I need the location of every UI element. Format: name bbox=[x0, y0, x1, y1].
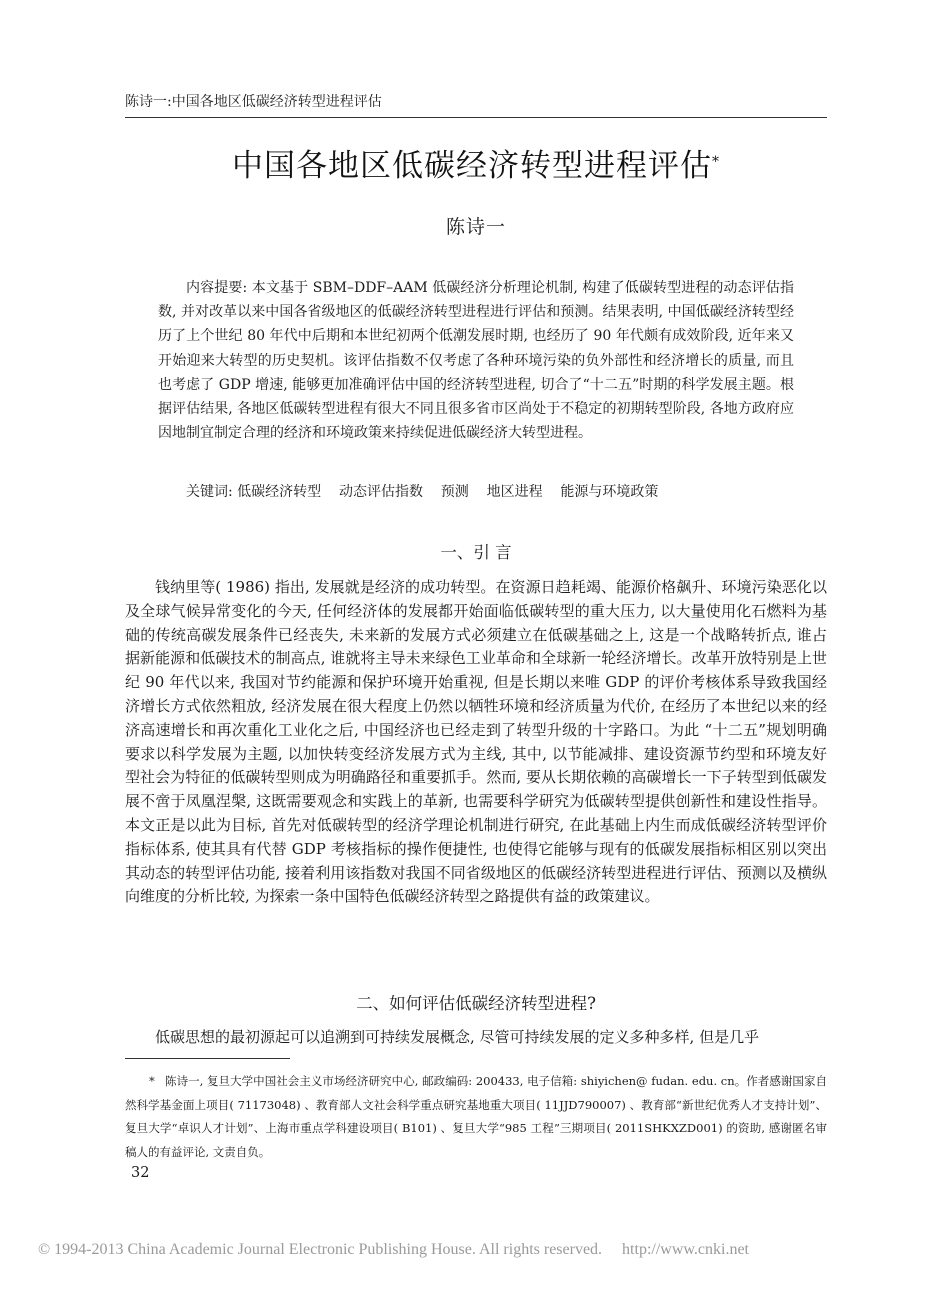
paper-title-text: 中国各地区低碳经济转型进程评估 bbox=[232, 148, 712, 184]
keywords: 关键词: 低碳经济转型 动态评估指数 预测 地区进程 能源与环境政策 bbox=[186, 484, 659, 500]
copyright-notice: © 1994-2013 China Academic Journal Electronic Publishing House. All rights reserved. http://www.cnki.net bbox=[38, 1241, 749, 1258]
abstract: 内容提要: 本文基于 SBM–DDF–AAM 低碳经济分析理论机制, 构建了低碳转型进程的动态评估指数, 并对改革以来中国各省级地区的低碳经济转型进程进行评估和预测。结果表明, 中国低碳经济转型经历了上个世纪 80 年代中后期和本世纪初两个低潮发展时期, 也经历了 90 年代颇有成效阶段, 近年来又开始迎来大转型的历史契机。该评估指数不仅考虑了各种环境污染的负外部性和经济增长的质量, 而且也考虑了 GDP 增速, 能够更加准确评估中国的经济转型进程, 切合了“十二五”时期的科学发展主题。根据评估结果, 各地区低碳转型进程有很大不同且很多省市区尚处于不稳定的初期转型阶段, 各地方政府应因地制宜制定合理的经济和环境政策来持续促进低碳经济大转型进程。 bbox=[158, 280, 794, 442]
page-number: 32 bbox=[131, 1165, 150, 1181]
paper-title bbox=[125, 146, 827, 186]
running-head: 陈诗一:中国各地区低碳经济转型进程评估 bbox=[125, 93, 827, 118]
footnote-divider bbox=[125, 1058, 290, 1059]
footnote bbox=[125, 1070, 827, 1164]
author-name: 陈诗一 bbox=[445, 216, 506, 238]
footnote-mark: * bbox=[149, 1074, 155, 1088]
body-paragraph: 钱纳里等( 1986) 指出, 发展就是经济的成功转型。在资源日趋耗竭、能源价格飙升、环境污染恶化以及全球气候异常变化的今天, 任何经济体的发展都开始面临低碳转型的重大压力, 以大量使用化石燃料为基础的传统高碳发展条件已经丧失, 未来新的发展方式必须建立在低碳基础之上, 这是一个战略转折点, 谁占据新能源和低碳技术的制高点, 谁就将主导未来绿色工业革命和全球新一轮经济增长。改革开放特别是上世纪 90 年代以来, 我国对节约能源和保护环境开始重视, 但是长期以来唯 GDP 的评价考核体系导致我国经济增长方式依然粗放, 经济发展在很大程度上仍然以牺牲环境和经济质量为代价, 在经历了本世纪以来的经济高速增长和再次重化工业化之后, 中国经济也已经走到了转型升级的十字路口。为此 “十二五”规划明确要求以科学发展为主题, 以加快转变经济发展方式为主线, 其中, 以节能减排、建设资源节约型和环境友好型社会为特征的低碳转型则成为明确路径和重要抓手。然而, 要从长期依赖的高碳增长一下子转型到低碳发展不啻于凤凰涅槃, 这既需要观念和实践上的革新, 也需要科学研究为低碳转型提供创新性和建设性指导。本文正是以此为目标, 首先对低碳转型的经济学理论机制进行研究, 在此基础上内生而成低碳经济转型评价指标体系, 使其具有代替 GDP 考核指标的操作便捷性, 也使得它能够与现有的低碳发展指标相区别以突出其动态的转型评估功能, 接着利用该指数对我国不同省级地区的低碳经济转型进程进行评估、预测以及横纵向维度的分析比较, 为探索一条中国特色低碳经济转型之路提供有益的政策建议。 bbox=[125, 578, 827, 906]
section-heading-assessment: 二、如何评估低碳经济转型进程? bbox=[356, 994, 596, 1013]
body-paragraph: 低碳思想的最初源起可以追溯到可持续发展概念, 尽管可持续发展的定义多种多样, 但是几乎 bbox=[155, 1028, 760, 1046]
section-heading-introduction: 一、引 言 bbox=[440, 543, 512, 562]
footnote-text: 陈诗一, 复旦大学中国社会主义市场经济研究中心, 邮政编码: 200433, 电子信箱: shiyichen@ fudan. edu. cn。作者感谢国家自然科学基金面上项目( 71173048) 、教育部人文社会科学重点研究基地重大项目( 11JJD790007) 、教育部“新世纪优秀人才支持计划”、复旦大学“卓识人才计划”、上海市重点学科建设项目( B101) 、复旦大学“985 工程”三期项目( 2011SHKXZD001) 的资助, 感谢匿名审稿人的有益评论, 文责自负。 bbox=[125, 1074, 827, 1159]
title-footnote-mark: * bbox=[712, 154, 720, 170]
